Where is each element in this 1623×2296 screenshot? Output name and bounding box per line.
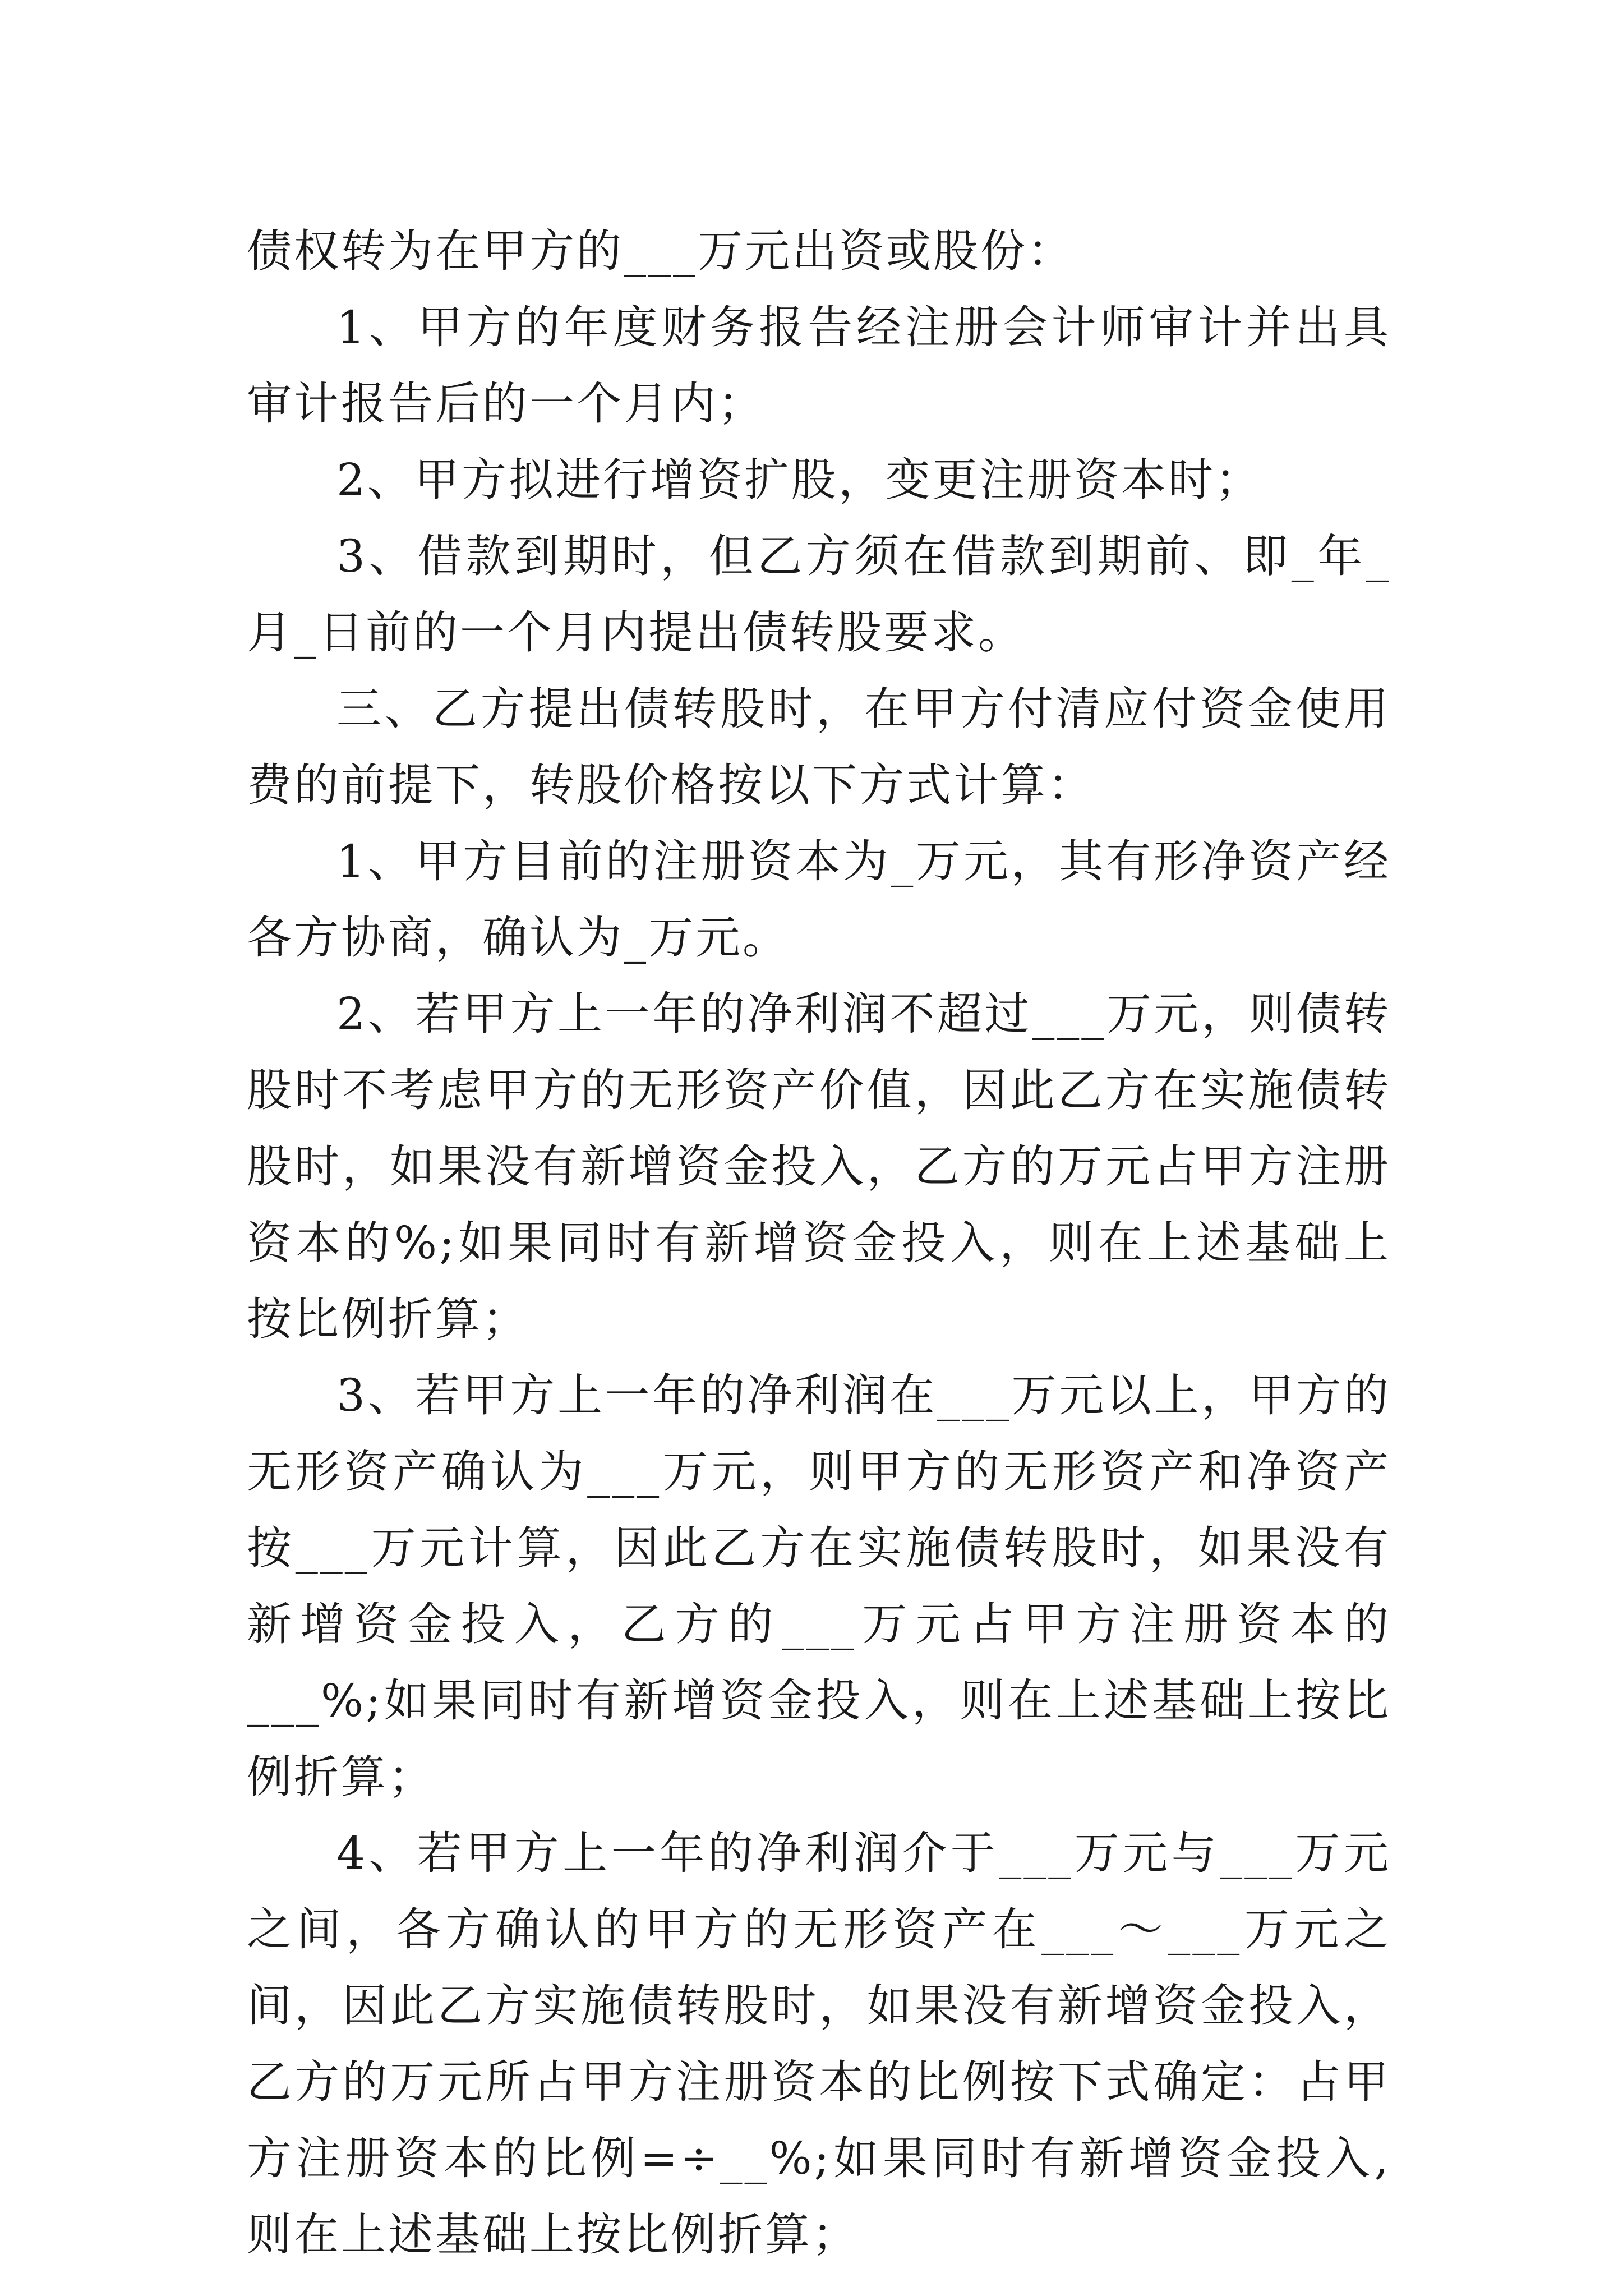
paragraph-item-1: 1、甲方的年度财务报告经注册会计师审计并出具审计报告后的一个月内； <box>247 301 1391 430</box>
paragraph-pricing-1: 1、甲方目前的注册资本为_万元，其有形净资产经各方协商，确认为_万元。 <box>247 835 1391 964</box>
paragraph-section-3: 三、乙方提出债转股时，在甲方付清应付资金使用费的前提下，转股价格按以下方式计算： <box>247 683 1391 811</box>
paragraph-item-2: 2、甲方拟进行增资扩股，变更注册资本时； <box>336 454 1262 506</box>
paragraph-pricing-4: 4、若甲方上一年的净利润介于___万元与___万元之间，各方确认的甲方的无形资产在___～___万元之间，因此乙方实施债转股时，如果没有新增资金投入，乙方的万元所占甲方注册资本的比例按下式确定：占甲方注册资本的比例=÷__%;如果同时有新增资金投入,则在上述基础上按比例折算； <box>247 1827 1391 2261</box>
paragraph-pricing-3: 3、若甲方上一年的净利润在___万元以上，甲方的无形资产确认为___万元，则甲方的无形资产和净资产按___万元计算，因此乙方在实施债转股时，如果没有新增资金投入，乙方的___万元占甲方注册资本的___%;如果同时有新增资金投入，则在上述基础上按比例折算； <box>247 1369 1391 1803</box>
paragraph-pricing-2: 2、若甲方上一年的净利润不超过___万元，则债转股时不考虑甲方的无形资产价值，因此乙方在实施债转股时，如果没有新增资金投入，乙方的万元占甲方注册资本的%;如果同时有新增资金投入，则在上述基础上按比例折算； <box>247 988 1391 1345</box>
paragraph-item-3: 3、借款到期时，但乙方须在借款到期前、即_年_月_日前的一个月内提出债转股要求。 <box>247 530 1391 659</box>
paragraph-continuation: 债权转为在甲方的___万元出资或股份： <box>247 225 1075 277</box>
document-body <box>247 213 1391 2273</box>
